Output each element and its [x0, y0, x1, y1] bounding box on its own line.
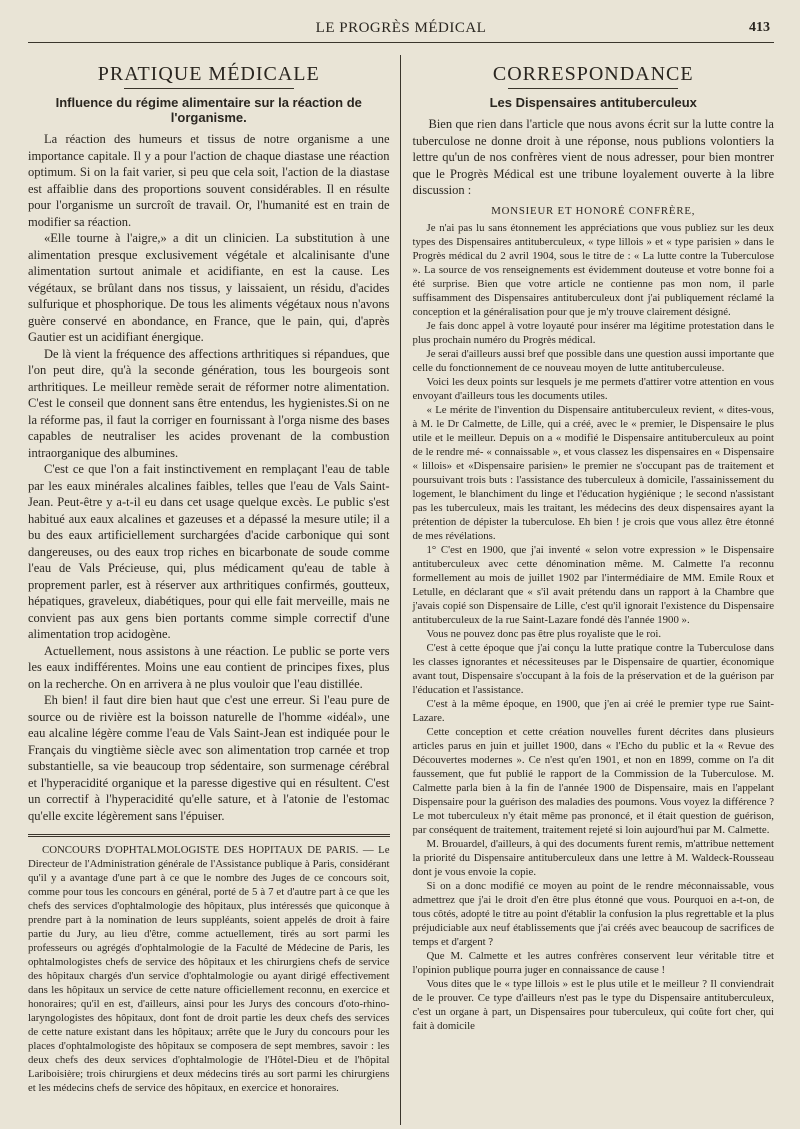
letter-paragraph: C'est à cette époque que j'ai conçu la lutte pratique contre la Tuberculose dans les classes ignorantes et nécessiteuses par le Dispensaire de quartier, économique avant tout, Dispensaire s'occupant à la fois de la préservation et de la guérison par l'éducation et l'assistance. — [412, 641, 774, 696]
letter-paragraph: C'est à la même époque, en 1900, que j'en ai créé le premier type rue Saint-Lazare. — [412, 697, 774, 724]
divider — [28, 834, 390, 837]
letter-salutation: MONSIEUR ET HONORÉ CONFRÈRE, — [491, 204, 696, 217]
two-column-body — [28, 55, 774, 1125]
paragraph: De là vient la fréquence des affections arthritiques si répandues, que l'on peut dire, qu'à la seconde génération, tous les bourgeois sont arthritiques. Le meilleur remède serait de réformer notre alimentation. C'est le conseil que donnent sans être entendus, les hygienistes.Si on ne la réforme pas, il faut la corriger en fournissant à l'orga nisme des bases capables de neutraliser les acides provenant de la combustion intraorganique des albumines. — [28, 346, 390, 460]
left-column — [28, 55, 400, 1125]
letter-paragraph: Voici les deux points sur lesquels je me permets d'attirer votre attention en vous envoyant d'ailleurs tous les documents utiles. — [412, 375, 774, 402]
letter-paragraph: Cette conception et cette création nouvelles furent décrites dans plusieurs articles parus en juin et juillet 1900, dans « l'Echo du public et la « Revue des Découvertes modernes ». Ce n'est qu'en 1901, et non en 1899, comme on l'a dit faussement, que fut publié le rapport de la Commission de la Tuberculose. M. Calmette parla bien à la fin de l'année 1900 de Dispensaire, mais en l'appelant Dispensaire pour la guérison des maladies des poumons. Vous voyez la différence ? Le mot tuberculeux n'y était même pas prononcé, et il était question de guérison, par conséquent de traitement, traitement rejeté si loin aujourd'hui par M. Calmette. — [412, 725, 774, 836]
letter-paragraph: Que M. Calmette et les autres confrères conservent leur véritable titre et l'opinion publique pourra juger en connaissance de cause ! — [412, 949, 774, 976]
section-rule — [124, 88, 294, 89]
article-title-dispensaires: Les Dispensaires antituberculeux — [489, 95, 697, 110]
section-title-correspondance: CORRESPONDANCE — [492, 63, 694, 85]
section-title-pratique: PRATIQUE MÉDICALE — [97, 63, 320, 85]
paragraph: Eh bien! il faut dire bien haut que c'est une erreur. Si l'eau pure de source ou de rivière est la boisson naturelle de l'homme «idéal», une eau alcaline légère comme l'eau de Vals Saint-Jean est indiquée pour le Français du vingtième siècle avec son alimentation trop carnée et trop substantielle, sa vie beaucoup trop sédentaire, son surmenage cérébral et l'hyperacidité organique et la paresse digestive qui en résultent. C'est un correctif à l'hyperacidité qu'elle sature, et à l'atonie de l'estomac qu'elle excite légèrement sans l'épuiser. — [28, 693, 390, 823]
section-rule — [508, 88, 678, 89]
right-column — [401, 55, 775, 1125]
running-header — [28, 14, 774, 43]
paragraph: «Elle tourne à l'aigre,» a dit un clinicien. La substitution à une alimentation presque exclusivement végétale et alcalinisante d'une alimentation surtout animale et acidifiante, en est la cause. Les végétaux, se brûlant dans nos tissus, y laissaient, un résidu, d'acides sulfurique et phosphorique. De tous les aliments végétaux nous n'avons guère conservé en abondance, en France, que le pain, qui, d'après Gautier est un acidifiant énergique. — [28, 231, 390, 344]
letter-paragraph: 1° C'est en 1900, que j'ai inventé « selon votre expression » le Dispensaire antituberculeux avec cette dénomination même. M. Calmette l'a reconnu formellement au mois de juillet 1902 par l'intermédiaire de MM. Emile Roux et Letulle, en déclarant que « s'il avait prétendu dans un rapport à la Chambre que j'avais copié son Dispensaire de Lille, c'est qu'il ignorait l'existence du Dispensaire antituberculeux de la rue Saint-Lazare fondé dès l'année 1900 ». — [412, 543, 774, 626]
notice-concours: CONCOURS D'OPHTALMOLOGISTE DES HOPITAUX DE PARIS. — Le Directeur de l'Administration générale de l'Assistance publique à Paris, considérant qu'il y a avantage d'une part à ce que le nombre des Juges de ce concours soit, comme pour tous les concours en général, porté de 5 à 7 et d'autre part à ce que les chefs des services d'ophtalmologie des hôpitaux, plus intéressés que quiconque à prendre part à la nomination de leurs suppléants, soient appelés de droit à faire partie du Jury, au lieu d'être, comme actuellement, tirés au sort parmi les professeurs ou agrégés d'ophtalmologie de la Faculté de Médecine de Paris, les ophtalmologistes chefs de service des hôpitaux et les chirurgiens chefs de service des hôpitaux chargés d'un service d'ophtalmologie ou ayant dirigé effectivement dans les hôpitaux un service de cette nature officiellement reconnu, en exercice et honoraires; qu'il en est, d'ailleurs, ainsi pour les Jurys des concours d'oto-rhino-laryngologistes des hôpitaux, dont font de droit partie les deux chefs des services de cette nature existant dans les hôpitaux; arrête que le Jury du concours pour les places d'ophtalmologiste des hôpitaux se composera de sept membres, savoir : les deux chefs des deux services d'ophtalmologie de l'Hôtel-Dieu et de l'hôpital Lariboisière; trois chirurgiens et deux médecins tirés au sort parmi les chirurgiens et les médecins chefs de service des hôpitaux, en exercice et honoraires. — [28, 844, 390, 1094]
intro-paragraph: Bien que rien dans l'article que nous avons écrit sur la lutte contre la tuberculose ne donne droit à une réponse, nous publions volontiers la lettre qu'un de nos confrères vient de nous adresser, pour bien montrer que le Progrès Médical est une tribune loyalement ouverte à la libre discussion : — [412, 117, 774, 197]
letter-paragraph: M. Brouardel, d'ailleurs, à qui des documents furent remis, m'attribue nettement la priorité du Dispensaire antituberculeux dans une lettre à M. Waldeck-Rousseau dont je vous envoie la copie. — [412, 837, 774, 878]
letter-paragraph: Vous ne pouvez donc pas être plus royaliste que le roi. — [426, 627, 662, 640]
paragraph: La réaction des humeurs et tissus de notre organisme a une importance capitale. Il y a pour l'action de chaque diastase une réaction optimum. Si on la fait varier, si peu que cela soit, l'action de la diastase est affaiblie dans des proportions souvent considérables. Il en résulte pour l'organisme un surcroît de travail. Or, l'humanité est en train de modifier sa réaction. — [28, 132, 390, 229]
letter-paragraph: Je n'ai pas lu sans étonnement les appréciations que vous publiez sur les deux types des Dispensaires antituberculeux, « type lillois » et « type parisien » dans le Progrès médical du 2 avril 1904, sous le titre de : « La lutte contre la Tuberculose ». La source de vos renseignements est évidemment douteuse et votre bonne foi a été surprise. Bien que votre article ne contienne pas mon nom, il parle suffisamment des Dispensaires antituberculeux dont j'ai publiquement réclamé la conception et la généralisation pour que je m'y trouve clairement désigné. — [412, 221, 774, 318]
letter-paragraph: « Le mérite de l'invention du Dispensaire antituberculeux revient, « dites-vous, à M. le Dr Calmette, de Lille, qui a créé, avec le « premier, le Dispensaire le plus utile et le meilleur. Depuis on a « modifié le Dispensaire antituberculeux au point de le rendre mé- « connaissable », et vous classez les dispensaires en « Dispensaire « lillois» et «Dispensaire parisien» le premier ne s'occupant pas de traitement et poursuivant trois buts : l'assistance des tuberculeux à domicile, l'assainissement du logement, le blanchiment du linge et l'éducation hygiénique ; le second n'assistant pas les tuberculeux, mais les traitant, les médecins des deux dispensaires ayant la prétention de dépister la tuberculose. Eh bien ! je crois que vous allez être étonné de mes révélations. — [412, 403, 774, 542]
letter-paragraph: Je fais donc appel à votre loyauté pour insérer ma légitime protestation dans le plus prochain numéro du Progrès médical. — [412, 319, 774, 346]
journal-title: LE PROGRÈS MÉDICAL — [315, 19, 487, 36]
paragraph: C'est ce que l'on a fait instinctivement en remplaçant l'eau de table par les eaux minérales alcalines faibles, telles que l'eau de Vals Saint-Jean. Peut-être y a-t-il eu dans cet usage quelque excès. Le public s'est habitué aux eaux alcalines et gazeuses et a dépassé la mesure utile; il a bu des eaux artificiellement surchargées d'acide carbonique qui sont dangereuses, ou des eaux trop riches en bicarbonate de soude comme l'eau de Vals Précieuse, qui, plus médicament qu'eau de table à proprement parler, est à réserver aux arthritiques confirmés, goutteux, hépatiques, graveleux, diabétiques, pour qui elle fait merveille, mais ne convient pas aux gens bien portants comme simple correctif d'une alimentation trop acidogène. — [28, 462, 390, 641]
letter-paragraph: Je serai d'ailleurs aussi bref que possible dans une question aussi importante que celle du fonctionnement de ce nouveau moyen de lutte antituberculeuse. — [412, 347, 774, 374]
letter-paragraph: Vous dites que le « type lillois » est le plus utile et le meilleur ? Il conviendrait de le prouver. Ce type d'ailleurs n'est pas le type du Dispensaire antituberculeux, c'est un organe à part, un Dispensaires pour tuberculeux, qui coûte fort cher, qui fait à domicile — [412, 977, 774, 1032]
paragraph: Actuellement, nous assistons à une réaction. Le public se porte vers les eaux indifférentes. Moins une eau contient de principes fixes, plus on la recherche. On en arrivera à ne plus vouloir que l'eau distillée. — [28, 643, 390, 691]
letter-paragraph: Si on a donc modifié ce moyen au point de le rendre méconnaissable, vous admettrez que j'ai le droit d'en être plus étonné que vous. Pourquoi en a-t-on, de tous côtés, adopté le titre au point d'établir la confusion la plus regrettable et la plus préjudiciable aux neuf établissements que j'ai créés avec beaucoup de sacrifices de temps et d'argent ? — [412, 879, 774, 948]
article-title-regime: Influence du régime alimentaire sur la réaction de l'organisme. — [55, 95, 362, 125]
page-number: 413 — [749, 20, 770, 35]
